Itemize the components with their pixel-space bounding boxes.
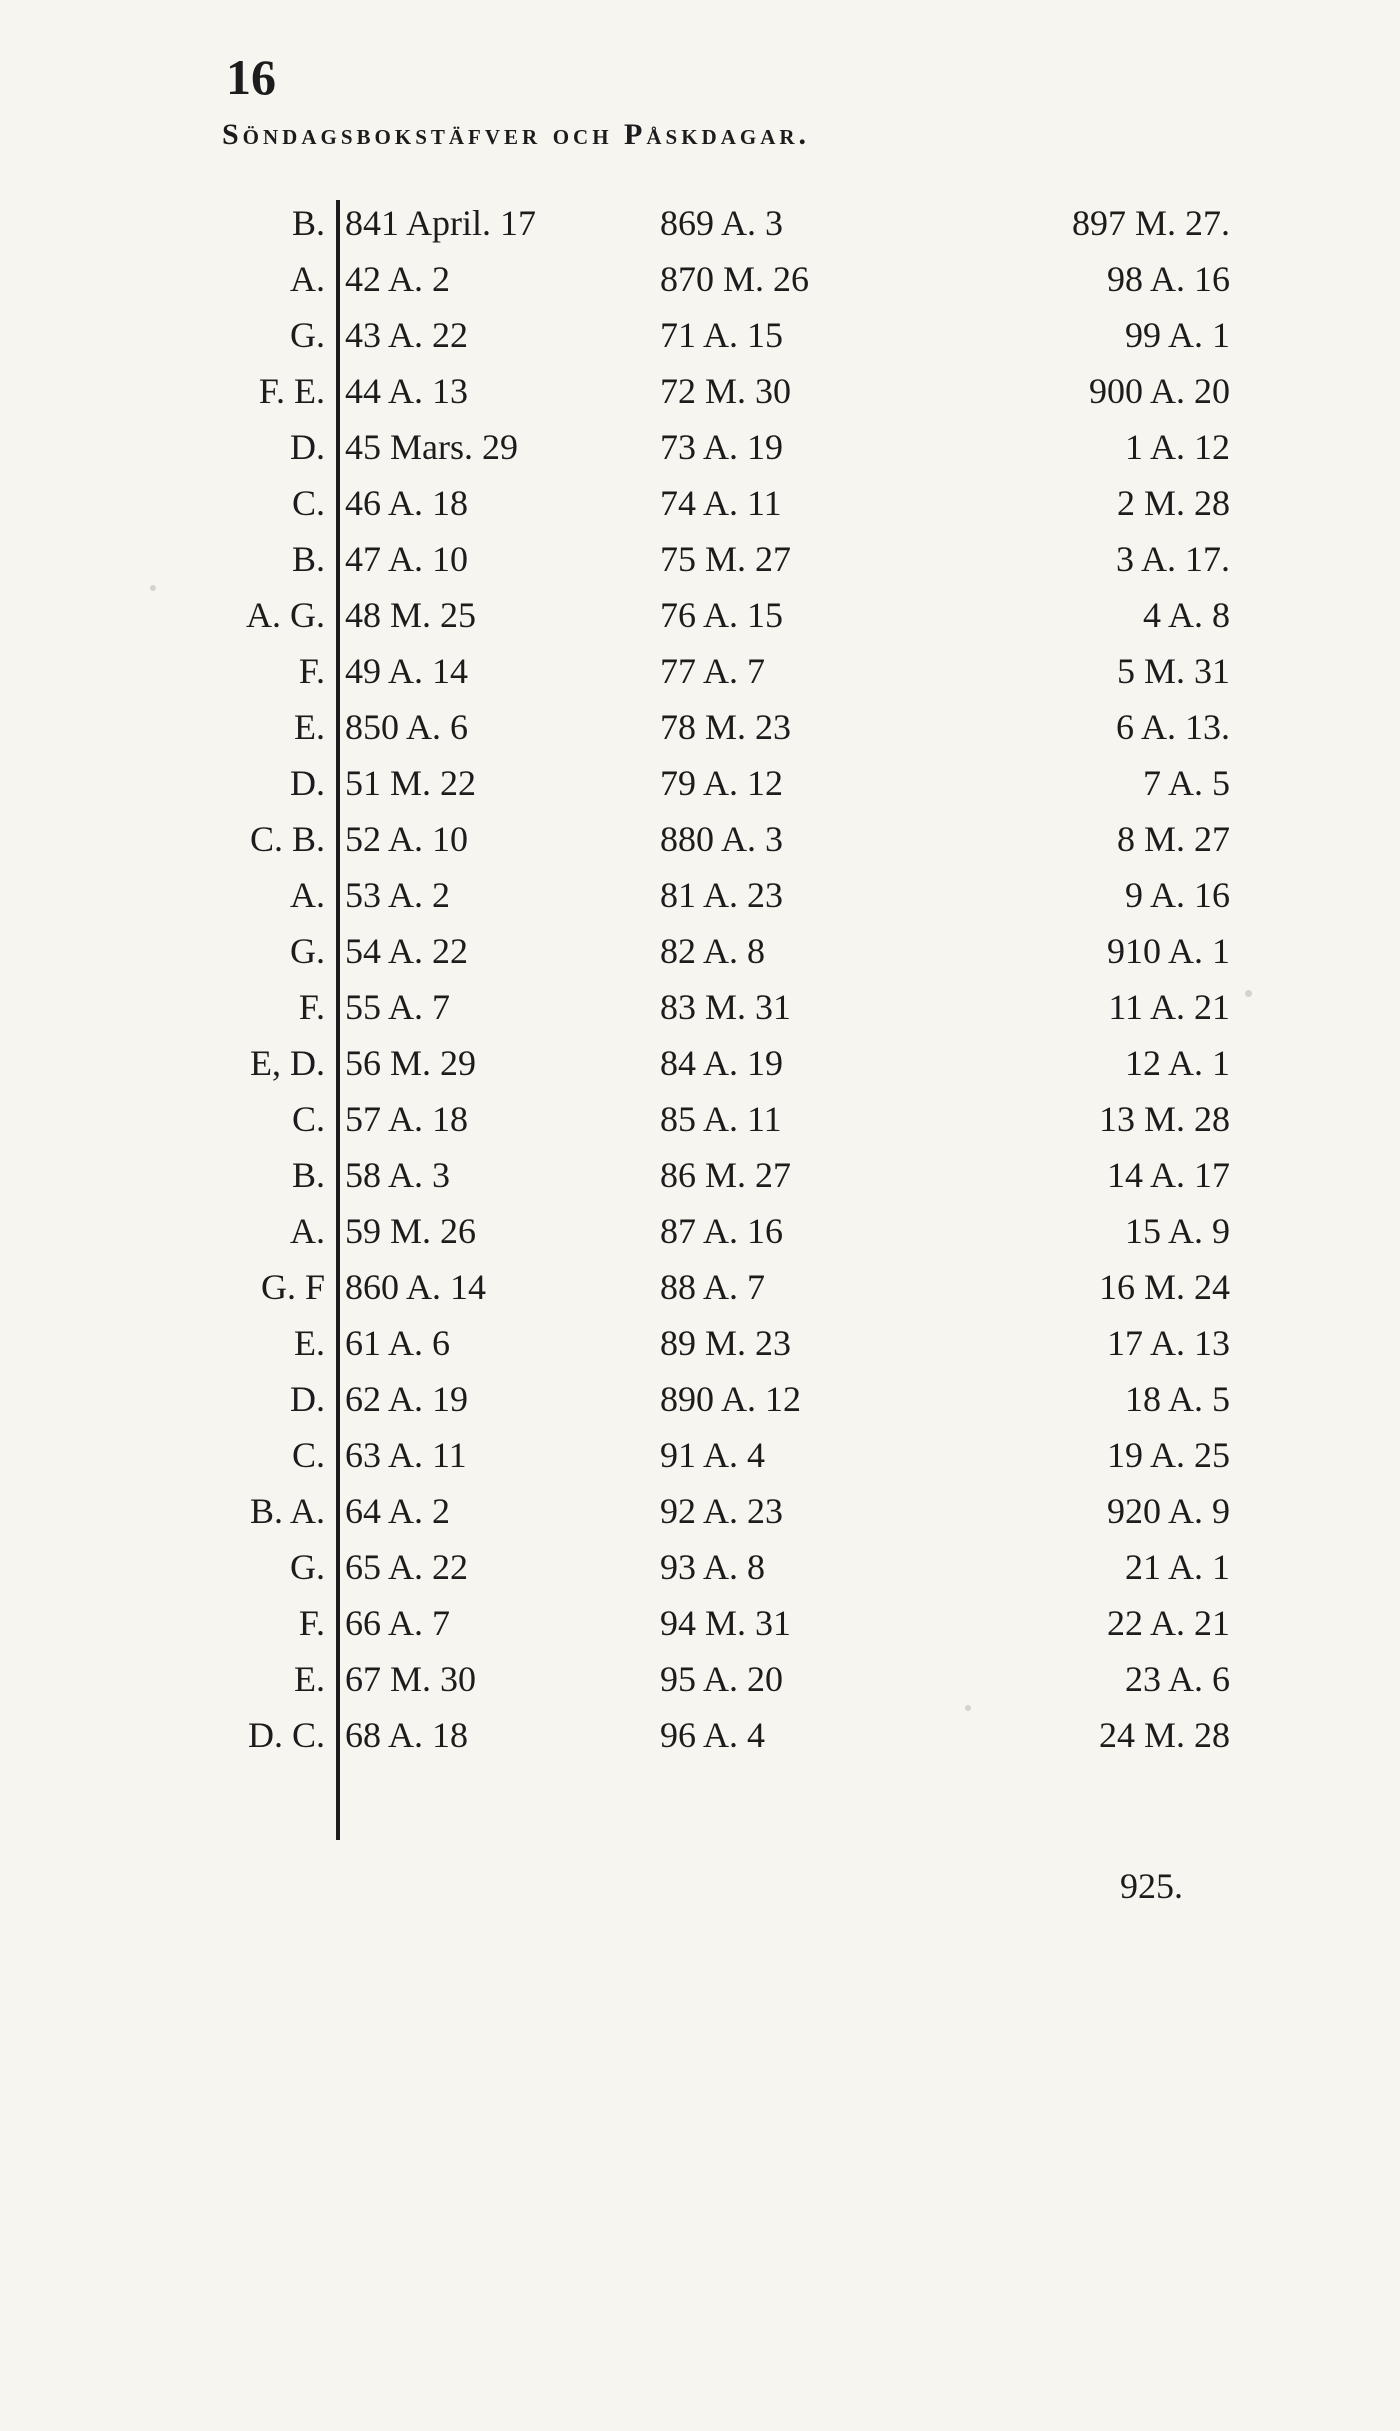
- easter-date-entry: 63 A. 11: [345, 1435, 467, 1475]
- ink-speck: [965, 1705, 971, 1711]
- sunday-letter: E.: [294, 707, 325, 747]
- ink-speck: [150, 585, 156, 591]
- easter-date-entry: 11 A. 21: [1108, 987, 1230, 1027]
- easter-date-entry: 87 A. 16: [660, 1211, 784, 1251]
- easter-date-entry: 78 M. 23: [660, 707, 792, 747]
- easter-date-entry: 68 A. 18: [345, 1715, 469, 1755]
- sunday-letter: A.: [290, 1211, 325, 1251]
- easter-date-entry: 2 M. 28: [1116, 483, 1230, 523]
- easter-date-entry: 15 A. 9: [1124, 1211, 1230, 1251]
- easter-date-entry: 5 M. 31: [1116, 651, 1230, 691]
- easter-date-entry: 72 M. 30: [660, 371, 792, 411]
- easter-date-entry: 42 A. 2: [345, 259, 451, 299]
- easter-date-entry: 19 A. 25: [1106, 1435, 1230, 1475]
- ink-speck: [1245, 990, 1252, 997]
- easter-date-entry: 88 A. 7: [660, 1267, 766, 1307]
- easter-date-entry: 91 A. 4: [660, 1435, 766, 1475]
- easter-date-entry: 74 A. 11: [660, 483, 782, 523]
- page-number: 16: [226, 49, 276, 105]
- easter-date-entry: 46 A. 18: [345, 483, 469, 523]
- easter-date-entry: 43 A. 22: [345, 315, 469, 355]
- page-heading: Söndagsbokstäfver och Påskdagar.: [222, 118, 811, 151]
- sunday-letter: A.: [290, 259, 325, 299]
- easter-date-entry: 17 A. 13: [1106, 1323, 1230, 1363]
- sunday-letter: C. B.: [249, 819, 325, 859]
- easter-dates-column-1: [345, 195, 645, 1763]
- easter-date-entry: 44 A. 13: [345, 371, 469, 411]
- sunday-letter: A.: [290, 875, 325, 915]
- easter-date-entry: 75 M. 27: [660, 539, 792, 579]
- sunday-letter: B.: [291, 539, 325, 579]
- sunday-letter: C.: [291, 1099, 325, 1139]
- easter-date-entry: 59 M. 26: [345, 1211, 477, 1251]
- easter-date-entry: 16 M. 24: [1098, 1267, 1230, 1307]
- easter-date-entry: 869 A. 3: [660, 203, 784, 243]
- easter-date-entry: 14 A. 17: [1106, 1155, 1230, 1195]
- easter-date-entry: 55 A. 7: [345, 987, 451, 1027]
- easter-date-entry: 4 A. 8: [1142, 595, 1230, 635]
- easter-date-entry: 93 A. 8: [660, 1547, 766, 1587]
- easter-date-entry: 85 A. 11: [660, 1099, 782, 1139]
- easter-date-entry: 51 M. 22: [345, 763, 477, 803]
- sunday-letter: G.: [290, 931, 325, 971]
- sunday-letter: E.: [294, 1659, 325, 1699]
- easter-date-entry: 860 A. 14: [345, 1267, 487, 1307]
- easter-date-entry: 6 A. 13.: [1115, 707, 1230, 747]
- sunday-letter: G. F: [260, 1267, 325, 1307]
- easter-date-entry: 900 A. 20: [1088, 371, 1230, 411]
- easter-date-entry: 84 A. 19: [660, 1043, 784, 1083]
- easter-date-entry: 870 M. 26: [660, 259, 810, 299]
- easter-date-entry: 62 A. 19: [345, 1379, 469, 1419]
- easter-date-entry: 73 A. 19: [660, 427, 784, 467]
- easter-date-entry: 45 Mars. 29: [345, 427, 518, 467]
- sunday-letter: F.: [298, 987, 325, 1027]
- sunday-letter: C.: [291, 483, 325, 523]
- easter-dates-column-3: [950, 195, 1230, 1763]
- easter-date-entry: 18 A. 5: [1124, 1379, 1230, 1419]
- easter-date-entry: 99 A. 1: [1124, 315, 1230, 355]
- sunday-letter: E, D.: [250, 1043, 325, 1083]
- easter-date-entry: 53 A. 2: [345, 875, 451, 915]
- sunday-letter: D.: [290, 1379, 325, 1419]
- easter-date-entry: 13 M. 28: [1098, 1099, 1230, 1139]
- easter-date-entry: 890 A. 12: [660, 1379, 802, 1419]
- easter-date-entry: 920 A. 9: [1106, 1491, 1230, 1531]
- easter-date-entry: 880 A. 3: [660, 819, 784, 859]
- easter-date-entry: 58 A. 3: [345, 1155, 451, 1195]
- easter-date-entry: 49 A. 14: [345, 651, 469, 691]
- easter-date-entry: 83 M. 31: [660, 987, 792, 1027]
- easter-date-entry: 86 M. 27: [660, 1155, 792, 1195]
- sunday-letters-column: [200, 195, 325, 1763]
- easter-date-entry: 841 April. 17: [345, 203, 537, 243]
- easter-date-entry: 3 A. 17.: [1115, 539, 1230, 579]
- sunday-letter: G.: [290, 315, 325, 355]
- sunday-letter: E.: [294, 1323, 325, 1363]
- vertical-rule: [336, 200, 340, 1840]
- sunday-letter: B.: [291, 1155, 325, 1195]
- easter-date-entry: 910 A. 1: [1106, 931, 1230, 971]
- easter-date-entry: 67 M. 30: [345, 1659, 477, 1699]
- easter-date-entry: 98 A. 16: [1106, 259, 1230, 299]
- sunday-letter: F.: [298, 1603, 325, 1643]
- easter-date-entry: 94 M. 31: [660, 1603, 792, 1643]
- easter-date-entry: 22 A. 21: [1106, 1603, 1230, 1643]
- sunday-letter: D.: [290, 427, 325, 467]
- sunday-letter: G.: [290, 1547, 325, 1587]
- easter-date-entry: 48 M. 25: [345, 595, 477, 635]
- easter-date-entry: 66 A. 7: [345, 1603, 451, 1643]
- easter-date-entry: 96 A. 4: [660, 1715, 766, 1755]
- easter-date-entry: 23 A. 6: [1124, 1659, 1230, 1699]
- easter-date-entry: 89 M. 23: [660, 1323, 792, 1363]
- easter-date-entry: 897 M. 27.: [1071, 203, 1230, 243]
- easter-date-entry: 71 A. 15: [660, 315, 784, 355]
- easter-date-entry: 76 A. 15: [660, 595, 784, 635]
- easter-date-entry: 47 A. 10: [345, 539, 469, 579]
- easter-date-entry: 54 A. 22: [345, 931, 469, 971]
- sunday-letter: F.: [298, 651, 325, 691]
- easter-date-entry: 77 A. 7: [660, 651, 766, 691]
- sunday-letter: C.: [291, 1435, 325, 1475]
- sunday-letter: B. A.: [249, 1491, 325, 1531]
- easter-date-entry: 850 A. 6: [345, 707, 469, 747]
- easter-date-entry: 12 A. 1: [1124, 1043, 1230, 1083]
- easter-date-entry: 95 A. 20: [660, 1659, 784, 1699]
- easter-date-entry: 57 A. 18: [345, 1099, 469, 1139]
- easter-dates-column-2: [660, 195, 960, 1763]
- easter-date-entry: 9 A. 16: [1124, 875, 1230, 915]
- easter-date-entry: 1 A. 12: [1124, 427, 1230, 467]
- easter-date-entry: 79 A. 12: [660, 763, 784, 803]
- easter-date-entry: 7 A. 5: [1142, 763, 1230, 803]
- sunday-letter: B.: [291, 203, 325, 243]
- easter-date-entry: 52 A. 10: [345, 819, 469, 859]
- sunday-letter: A. G.: [246, 595, 325, 635]
- easter-date-entry: 64 A. 2: [345, 1491, 451, 1531]
- easter-date-entry: 56 M. 29: [345, 1043, 477, 1083]
- easter-date-entry: 8 M. 27: [1116, 819, 1230, 859]
- sunday-letter: D.: [290, 763, 325, 803]
- easter-date-entry: 24 M. 28: [1098, 1715, 1230, 1755]
- easter-date-entry: 21 A. 1: [1124, 1547, 1230, 1587]
- easter-date-entry: 65 A. 22: [345, 1547, 469, 1587]
- sunday-letter: F. E.: [258, 371, 325, 411]
- easter-date-entry: 81 A. 23: [660, 875, 784, 915]
- easter-date-entry: 82 A. 8: [660, 931, 766, 971]
- catchword: 925.: [1120, 1866, 1183, 1906]
- easter-date-entry: 92 A. 23: [660, 1491, 784, 1531]
- sunday-letter: D. C.: [247, 1715, 325, 1755]
- easter-date-entry: 61 A. 6: [345, 1323, 451, 1363]
